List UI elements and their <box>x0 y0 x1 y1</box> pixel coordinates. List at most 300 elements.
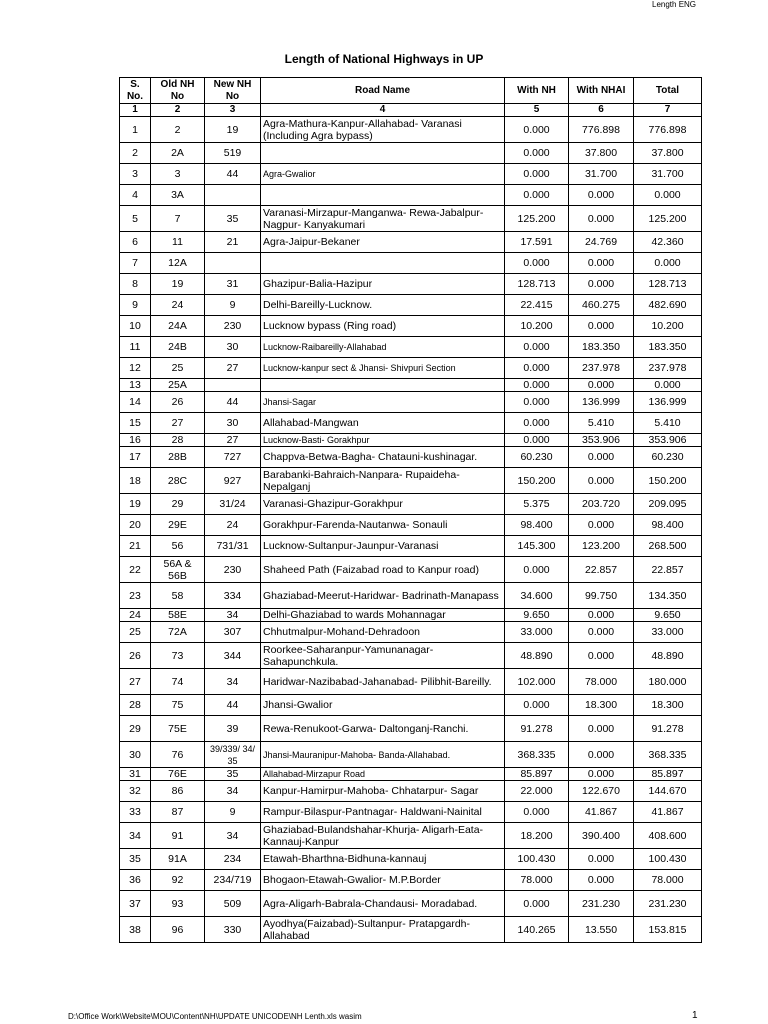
cell-with-nh: 102.000 <box>505 669 569 695</box>
cell-sno: 24 <box>120 609 151 622</box>
cell-road-name: Jhansi-Mauranipur-Mahoba- Banda-Allahabad. <box>261 742 505 768</box>
cell-new-nh: 230 <box>205 557 261 583</box>
cell-with-nh: 22.415 <box>505 295 569 316</box>
col-number: 3 <box>205 104 261 117</box>
table-header-row <box>120 78 702 104</box>
col-header-road-name: Road Name <box>261 78 505 104</box>
cell-road-name: Agra-Mathura-Kanpur-Allahabad- Varanasi (Including Agra bypass) <box>261 117 505 143</box>
table-row <box>120 515 702 536</box>
cell-old-nh: 19 <box>151 274 205 295</box>
cell-with-nh: 125.200 <box>505 206 569 232</box>
cell-with-nh: 150.200 <box>505 468 569 494</box>
cell-with-nhai: 0.000 <box>569 274 634 295</box>
cell-with-nh: 0.000 <box>505 164 569 185</box>
table-row <box>120 849 702 870</box>
cell-total: 98.400 <box>634 515 702 536</box>
cell-road-name <box>261 143 505 164</box>
cell-old-nh: 3A <box>151 185 205 206</box>
col-header-sno: S. No. <box>120 78 151 104</box>
cell-new-nh: 727 <box>205 447 261 468</box>
cell-sno: 11 <box>120 337 151 358</box>
cell-with-nh: 33.000 <box>505 622 569 643</box>
cell-old-nh: 28C <box>151 468 205 494</box>
cell-total: 0.000 <box>634 253 702 274</box>
cell-with-nhai: 460.275 <box>569 295 634 316</box>
cell-new-nh: 35 <box>205 206 261 232</box>
cell-with-nh: 0.000 <box>505 143 569 164</box>
cell-with-nhai: 0.000 <box>569 849 634 870</box>
cell-new-nh: 307 <box>205 622 261 643</box>
cell-with-nhai: 13.550 <box>569 917 634 943</box>
cell-new-nh <box>205 379 261 392</box>
cell-road-name: Varanasi-Mirzapur-Manganwa- Rewa-Jabalpur-Nagpur- Kanyakumari <box>261 206 505 232</box>
cell-old-nh: 24A <box>151 316 205 337</box>
table-row <box>120 206 702 232</box>
cell-sno: 7 <box>120 253 151 274</box>
cell-total: 31.700 <box>634 164 702 185</box>
cell-old-nh: 24 <box>151 295 205 316</box>
cell-total: 91.278 <box>634 716 702 742</box>
cell-sno: 25 <box>120 622 151 643</box>
cell-total: 18.300 <box>634 695 702 716</box>
cell-new-nh: 9 <box>205 802 261 823</box>
cell-with-nhai: 0.000 <box>569 870 634 891</box>
table-row <box>120 494 702 515</box>
cell-new-nh: 927 <box>205 468 261 494</box>
cell-with-nh: 85.897 <box>505 768 569 781</box>
cell-total: 33.000 <box>634 622 702 643</box>
col-header-old-nh: Old NH No <box>151 78 205 104</box>
cell-road-name: Lucknow-kanpur sect & Jhansi- Shivpuri Section <box>261 358 505 379</box>
cell-total: 85.897 <box>634 768 702 781</box>
cell-with-nhai: 22.857 <box>569 557 634 583</box>
cell-with-nhai: 99.750 <box>569 583 634 609</box>
cell-total: 128.713 <box>634 274 702 295</box>
cell-old-nh: 74 <box>151 669 205 695</box>
cell-with-nh: 0.000 <box>505 392 569 413</box>
cell-new-nh: 234/719 <box>205 870 261 891</box>
cell-with-nhai: 0.000 <box>569 515 634 536</box>
cell-with-nhai: 237.978 <box>569 358 634 379</box>
cell-sno: 10 <box>120 316 151 337</box>
cell-total: 9.650 <box>634 609 702 622</box>
cell-sno: 5 <box>120 206 151 232</box>
cell-with-nhai: 0.000 <box>569 768 634 781</box>
cell-new-nh: 39/339/ 34/ 35 <box>205 742 261 768</box>
cell-total: 482.690 <box>634 295 702 316</box>
cell-with-nh: 10.200 <box>505 316 569 337</box>
table-row <box>120 316 702 337</box>
sheet-name: Length ENG <box>652 0 697 9</box>
cell-with-nh: 18.200 <box>505 823 569 849</box>
col-number: 6 <box>569 104 634 117</box>
cell-road-name: Lucknow bypass (Ring road) <box>261 316 505 337</box>
cell-road-name: Rewa-Renukoot-Garwa- Daltonganj-Ranchi. <box>261 716 505 742</box>
cell-with-nh: 5.375 <box>505 494 569 515</box>
cell-with-nh: 0.000 <box>505 557 569 583</box>
cell-with-nh: 17.591 <box>505 232 569 253</box>
cell-new-nh <box>205 253 261 274</box>
cell-with-nhai: 231.230 <box>569 891 634 917</box>
cell-new-nh: 24 <box>205 515 261 536</box>
cell-with-nh: 78.000 <box>505 870 569 891</box>
cell-with-nh: 0.000 <box>505 891 569 917</box>
cell-road-name: Agra-Aligarh-Babrala-Chandausi- Moradabad. <box>261 891 505 917</box>
table-row <box>120 392 702 413</box>
col-header-total: Total <box>634 78 702 104</box>
cell-sno: 19 <box>120 494 151 515</box>
cell-new-nh <box>205 185 261 206</box>
cell-old-nh: 75E <box>151 716 205 742</box>
cell-old-nh: 28B <box>151 447 205 468</box>
cell-with-nhai: 183.350 <box>569 337 634 358</box>
cell-sno: 26 <box>120 643 151 669</box>
cell-old-nh: 26 <box>151 392 205 413</box>
cell-old-nh: 75 <box>151 695 205 716</box>
cell-with-nh: 0.000 <box>505 253 569 274</box>
cell-with-nh: 0.000 <box>505 358 569 379</box>
cell-road-name: Agra-Gwalior <box>261 164 505 185</box>
cell-old-nh: 76E <box>151 768 205 781</box>
cell-old-nh: 25 <box>151 358 205 379</box>
cell-total: 60.230 <box>634 447 702 468</box>
cell-with-nh: 0.000 <box>505 434 569 447</box>
cell-total: 231.230 <box>634 891 702 917</box>
cell-new-nh: 234 <box>205 849 261 870</box>
highways-table <box>119 77 702 943</box>
table-row <box>120 742 702 768</box>
cell-sno: 12 <box>120 358 151 379</box>
cell-road-name <box>261 253 505 274</box>
cell-old-nh: 72A <box>151 622 205 643</box>
cell-with-nh: 48.890 <box>505 643 569 669</box>
cell-new-nh: 21 <box>205 232 261 253</box>
cell-old-nh: 2A <box>151 143 205 164</box>
cell-with-nhai: 0.000 <box>569 185 634 206</box>
cell-new-nh: 330 <box>205 917 261 943</box>
cell-old-nh: 27 <box>151 413 205 434</box>
table-row <box>120 185 702 206</box>
cell-road-name: Kanpur-Hamirpur-Mahoba- Chhatarpur- Sagar <box>261 781 505 802</box>
cell-new-nh: 230 <box>205 316 261 337</box>
cell-sno: 29 <box>120 716 151 742</box>
table-row <box>120 295 702 316</box>
table-row <box>120 143 702 164</box>
cell-new-nh: 27 <box>205 358 261 379</box>
cell-road-name: Chappva-Betwa-Bagha- Chatauni-kushinagar. <box>261 447 505 468</box>
cell-total: 100.430 <box>634 849 702 870</box>
cell-road-name: Bhogaon-Etawah-Gwalior- M.P.Border <box>261 870 505 891</box>
cell-road-name: Shaheed Path (Faizabad road to Kanpur road) <box>261 557 505 583</box>
table-row <box>120 622 702 643</box>
cell-new-nh: 34 <box>205 823 261 849</box>
col-header-with-nhai: With NHAI <box>569 78 634 104</box>
cell-new-nh: 519 <box>205 143 261 164</box>
cell-with-nh: 100.430 <box>505 849 569 870</box>
col-number: 5 <box>505 104 569 117</box>
cell-new-nh: 39 <box>205 716 261 742</box>
cell-road-name: Haridwar-Nazibabad-Jahanabad- Pilibhit-Bareilly. <box>261 669 505 695</box>
cell-sno: 34 <box>120 823 151 849</box>
cell-total: 134.350 <box>634 583 702 609</box>
cell-new-nh: 334 <box>205 583 261 609</box>
cell-road-name: Etawah-Bharthna-Bidhuna-kannauj <box>261 849 505 870</box>
cell-with-nhai: 122.670 <box>569 781 634 802</box>
cell-sno: 23 <box>120 583 151 609</box>
table-row <box>120 891 702 917</box>
cell-new-nh: 31/24 <box>205 494 261 515</box>
table-row <box>120 695 702 716</box>
cell-total: 5.410 <box>634 413 702 434</box>
cell-total: 136.999 <box>634 392 702 413</box>
table-row <box>120 643 702 669</box>
cell-with-nh: 98.400 <box>505 515 569 536</box>
cell-new-nh: 34 <box>205 669 261 695</box>
cell-road-name: Delhi-Bareilly-Lucknow. <box>261 295 505 316</box>
table-row <box>120 447 702 468</box>
cell-sno: 37 <box>120 891 151 917</box>
cell-total: 408.600 <box>634 823 702 849</box>
cell-total: 22.857 <box>634 557 702 583</box>
table-row <box>120 557 702 583</box>
cell-old-nh: 25A <box>151 379 205 392</box>
cell-total: 0.000 <box>634 379 702 392</box>
cell-with-nhai: 0.000 <box>569 716 634 742</box>
table-row <box>120 434 702 447</box>
cell-total: 150.200 <box>634 468 702 494</box>
table-row <box>120 117 702 143</box>
cell-with-nh: 0.000 <box>505 413 569 434</box>
cell-new-nh: 30 <box>205 337 261 358</box>
cell-road-name: Chhutmalpur-Mohand-Dehradoon <box>261 622 505 643</box>
cell-road-name: Allahabad-Mangwan <box>261 413 505 434</box>
cell-with-nh: 0.000 <box>505 802 569 823</box>
cell-total: 144.670 <box>634 781 702 802</box>
table-row <box>120 536 702 557</box>
cell-with-nhai: 123.200 <box>569 536 634 557</box>
cell-old-nh: 91 <box>151 823 205 849</box>
cell-old-nh: 12A <box>151 253 205 274</box>
cell-sno: 33 <box>120 802 151 823</box>
cell-old-nh: 56A & 56B <box>151 557 205 583</box>
cell-with-nhai: 0.000 <box>569 253 634 274</box>
cell-total: 353.906 <box>634 434 702 447</box>
cell-new-nh: 731/31 <box>205 536 261 557</box>
cell-road-name: Barabanki-Bahraich-Nanpara- Rupaideha-Nepalganj <box>261 468 505 494</box>
cell-new-nh: 44 <box>205 392 261 413</box>
cell-with-nhai: 203.720 <box>569 494 634 515</box>
cell-sno: 17 <box>120 447 151 468</box>
cell-total: 48.890 <box>634 643 702 669</box>
cell-old-nh: 73 <box>151 643 205 669</box>
cell-road-name: Rampur-Bilaspur-Pantnagar- Haldwani-Nainital <box>261 802 505 823</box>
cell-sno: 35 <box>120 849 151 870</box>
cell-total: 0.000 <box>634 185 702 206</box>
cell-old-nh: 29E <box>151 515 205 536</box>
cell-sno: 3 <box>120 164 151 185</box>
cell-with-nh: 91.278 <box>505 716 569 742</box>
table-row <box>120 609 702 622</box>
cell-with-nh: 128.713 <box>505 274 569 295</box>
cell-new-nh: 9 <box>205 295 261 316</box>
col-number: 4 <box>261 104 505 117</box>
cell-road-name: Allahabad-Mirzapur Road <box>261 768 505 781</box>
cell-new-nh: 35 <box>205 768 261 781</box>
cell-with-nhai: 353.906 <box>569 434 634 447</box>
cell-total: 237.978 <box>634 358 702 379</box>
col-header-new-nh: New NH No <box>205 78 261 104</box>
cell-with-nhai: 776.898 <box>569 117 634 143</box>
cell-road-name: Jhansi-Sagar <box>261 392 505 413</box>
cell-with-nh: 9.650 <box>505 609 569 622</box>
cell-with-nh: 0.000 <box>505 117 569 143</box>
page-title: Length of National Highways in UP <box>284 52 484 66</box>
cell-sno: 1 <box>120 117 151 143</box>
cell-total: 41.867 <box>634 802 702 823</box>
cell-with-nh: 368.335 <box>505 742 569 768</box>
cell-new-nh: 44 <box>205 695 261 716</box>
cell-road-name: Ghazipur-Balia-Hazipur <box>261 274 505 295</box>
cell-new-nh: 27 <box>205 434 261 447</box>
cell-old-nh: 58E <box>151 609 205 622</box>
cell-sno: 13 <box>120 379 151 392</box>
table-row <box>120 253 702 274</box>
cell-sno: 38 <box>120 917 151 943</box>
cell-old-nh: 3 <box>151 164 205 185</box>
cell-road-name: Agra-Jaipur-Bekaner <box>261 232 505 253</box>
cell-with-nhai: 136.999 <box>569 392 634 413</box>
cell-with-nhai: 18.300 <box>569 695 634 716</box>
table-row <box>120 164 702 185</box>
cell-with-nhai: 390.400 <box>569 823 634 849</box>
cell-with-nh: 0.000 <box>505 185 569 206</box>
table-row <box>120 716 702 742</box>
table-row <box>120 413 702 434</box>
table-row <box>120 468 702 494</box>
cell-road-name <box>261 185 505 206</box>
cell-total: 180.000 <box>634 669 702 695</box>
cell-total: 268.500 <box>634 536 702 557</box>
cell-sno: 6 <box>120 232 151 253</box>
column-number-row <box>120 104 702 117</box>
cell-sno: 16 <box>120 434 151 447</box>
col-number: 1 <box>120 104 151 117</box>
cell-new-nh: 344 <box>205 643 261 669</box>
col-header-with-nh: With NH <box>505 78 569 104</box>
table-row <box>120 768 702 781</box>
cell-sno: 2 <box>120 143 151 164</box>
table-row <box>120 337 702 358</box>
cell-total: 776.898 <box>634 117 702 143</box>
cell-total: 10.200 <box>634 316 702 337</box>
cell-sno: 27 <box>120 669 151 695</box>
table-row <box>120 232 702 253</box>
cell-sno: 4 <box>120 185 151 206</box>
cell-sno: 30 <box>120 742 151 768</box>
cell-new-nh: 509 <box>205 891 261 917</box>
cell-total: 78.000 <box>634 870 702 891</box>
cell-new-nh: 30 <box>205 413 261 434</box>
cell-with-nh: 0.000 <box>505 379 569 392</box>
cell-with-nhai: 0.000 <box>569 316 634 337</box>
cell-old-nh: 86 <box>151 781 205 802</box>
cell-road-name: Lucknow-Raibareilly-Allahabad <box>261 337 505 358</box>
cell-with-nhai: 31.700 <box>569 164 634 185</box>
cell-with-nhai: 41.867 <box>569 802 634 823</box>
cell-with-nhai: 0.000 <box>569 447 634 468</box>
cell-road-name <box>261 379 505 392</box>
cell-road-name: Varanasi-Ghazipur-Gorakhpur <box>261 494 505 515</box>
cell-total: 153.815 <box>634 917 702 943</box>
cell-old-nh: 92 <box>151 870 205 891</box>
cell-road-name: Lucknow-Sultanpur-Jaunpur-Varanasi <box>261 536 505 557</box>
col-number: 7 <box>634 104 702 117</box>
cell-road-name: Ghaziabad-Bulandshahar-Khurja- Aligarh-Eata-Kannauj-Kanpur <box>261 823 505 849</box>
cell-with-nh: 22.000 <box>505 781 569 802</box>
cell-with-nhai: 0.000 <box>569 609 634 622</box>
cell-new-nh: 34 <box>205 781 261 802</box>
cell-old-nh: 58 <box>151 583 205 609</box>
cell-new-nh: 31 <box>205 274 261 295</box>
table-row <box>120 802 702 823</box>
table-row <box>120 823 702 849</box>
cell-sno: 8 <box>120 274 151 295</box>
page-number: 1 <box>692 1010 698 1021</box>
table-row <box>120 583 702 609</box>
cell-with-nhai: 78.000 <box>569 669 634 695</box>
cell-sno: 22 <box>120 557 151 583</box>
cell-with-nhai: 5.410 <box>569 413 634 434</box>
cell-total: 368.335 <box>634 742 702 768</box>
cell-total: 209.095 <box>634 494 702 515</box>
cell-road-name: Lucknow-Basti- Gorakhpur <box>261 434 505 447</box>
cell-old-nh: 24B <box>151 337 205 358</box>
cell-road-name: Gorakhpur-Farenda-Nautanwa- Sonauli <box>261 515 505 536</box>
cell-with-nhai: 0.000 <box>569 742 634 768</box>
cell-road-name: Roorkee-Saharanpur-Yamunanagar-Sahapunchkula. <box>261 643 505 669</box>
cell-old-nh: 11 <box>151 232 205 253</box>
table-row <box>120 917 702 943</box>
cell-total: 125.200 <box>634 206 702 232</box>
cell-new-nh: 34 <box>205 609 261 622</box>
table-row <box>120 379 702 392</box>
cell-sno: 28 <box>120 695 151 716</box>
cell-total: 37.800 <box>634 143 702 164</box>
cell-sno: 20 <box>120 515 151 536</box>
cell-with-nhai: 24.769 <box>569 232 634 253</box>
cell-old-nh: 7 <box>151 206 205 232</box>
cell-with-nhai: 0.000 <box>569 468 634 494</box>
cell-road-name: Ayodhya(Faizabad)-Sultanpur- Pratapgardh-Allahabad <box>261 917 505 943</box>
cell-old-nh: 28 <box>151 434 205 447</box>
cell-sno: 9 <box>120 295 151 316</box>
cell-sno: 15 <box>120 413 151 434</box>
cell-with-nh: 0.000 <box>505 337 569 358</box>
cell-with-nh: 60.230 <box>505 447 569 468</box>
cell-old-nh: 91A <box>151 849 205 870</box>
cell-sno: 18 <box>120 468 151 494</box>
cell-with-nh: 145.300 <box>505 536 569 557</box>
cell-with-nh: 140.265 <box>505 917 569 943</box>
cell-sno: 21 <box>120 536 151 557</box>
cell-old-nh: 93 <box>151 891 205 917</box>
cell-road-name: Delhi-Ghaziabad to wards Mohannagar <box>261 609 505 622</box>
table-row <box>120 781 702 802</box>
cell-with-nhai: 0.000 <box>569 622 634 643</box>
cell-total: 183.350 <box>634 337 702 358</box>
cell-old-nh: 96 <box>151 917 205 943</box>
cell-sno: 31 <box>120 768 151 781</box>
